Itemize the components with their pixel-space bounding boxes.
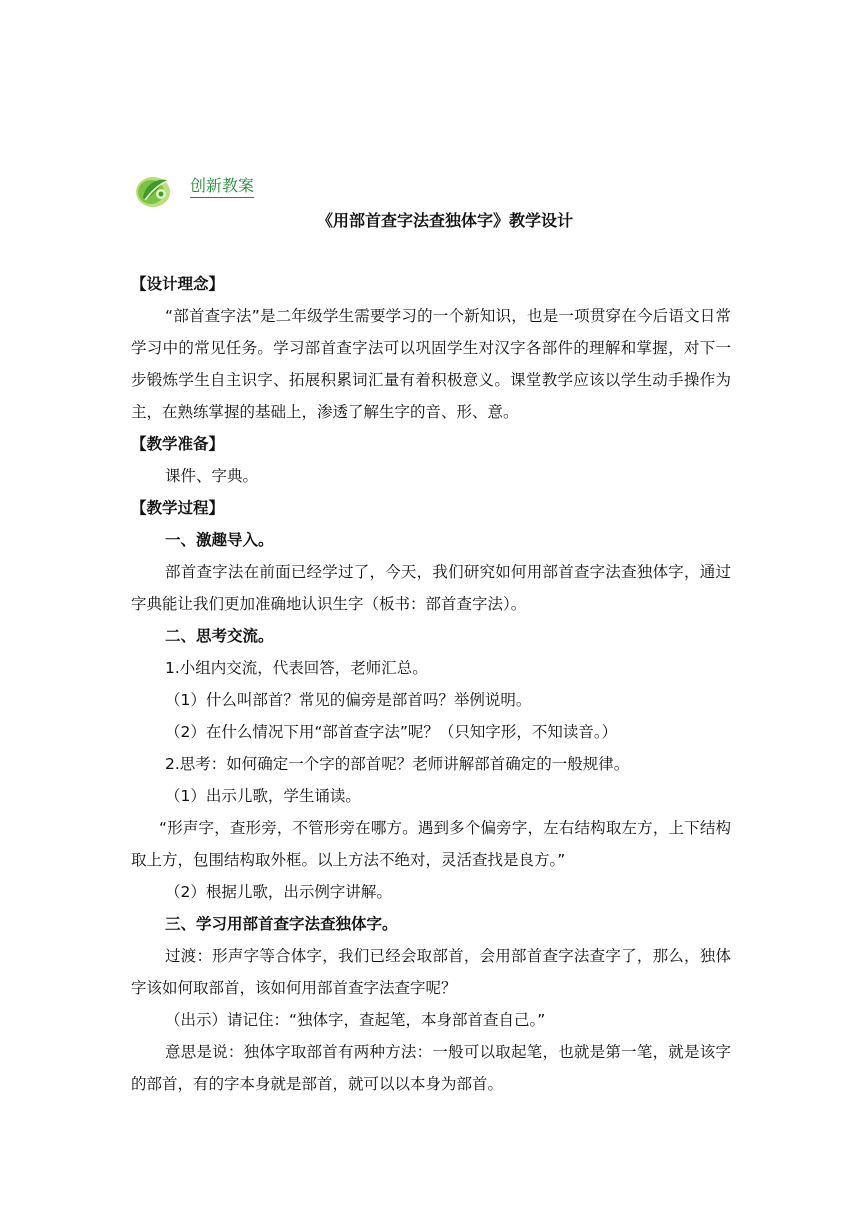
step2-paragraph-7: （2）根据儿歌，出示例字讲解。 (165, 883, 392, 901)
step3-paragraph-1: 过渡：形声字等合体字，我们已经会取部首，会用部首查字法查字了，那么，独体字该如何取部首，该如何用部首查字法查字呢？ (131, 947, 731, 997)
green-leaf-logo-icon (131, 170, 175, 210)
step2-heading: 二、思考交流。 (165, 627, 274, 645)
brand-label: 创新教案 (190, 176, 254, 198)
section-heading-concept: 【设计理念】 (131, 275, 225, 293)
section-heading-prep: 【教学准备】 (131, 435, 225, 453)
step2-paragraph-3: （2）在什么情况下用“部首查字法”呢？（只知字形，不知读音。） (165, 723, 618, 741)
document-title: 《用部首查字法查独体字》教学设计 (316, 211, 573, 230)
document-body (131, 268, 731, 1100)
step3-paragraph-3: 意思是说：独体字取部首有两种方法：一般可以取起笔，也就是第一笔，就是该字的部首，有的字本身就是部首，就可以以本身为部首。 (131, 1043, 731, 1093)
concept-paragraph: “部首查字法”是二年级学生需要学习的一个新知识，也是一项贯穿在今后语文日常学习中的常见任务。学习部首查字法可以巩固学生对汉字各部件的理解和掌握，对下一步锻炼学生自主识字、拓展积累词汇量有着积极意义。课堂教学应该以学生动手操作为主，在熟练掌握的基础上，渗透了解生字的音、形、意。 (131, 307, 731, 421)
step3-paragraph-2: （出示）请记住：“独体字，查起笔，本身部首查自己。” (165, 1011, 546, 1029)
step2-paragraph-1: 1.小组内交流，代表回答，老师汇总。 (165, 659, 428, 677)
step2-paragraph-5: （1）出示儿歌，学生诵读。 (165, 787, 361, 805)
step3-heading: 三、学习用部首查字法查独体字。 (165, 915, 398, 933)
step2-paragraph-2: （1）什么叫部首？常见的偏旁是部首吗？举例说明。 (165, 691, 532, 709)
step2-rhyme: “形声字，查形旁，不管形旁在哪方。遇到多个偏旁字，左右结构取左方，上下结构取上方，包围结构取外框。以上方法不绝对，灵活查找是良方。” (131, 819, 731, 869)
section-heading-process: 【教学过程】 (131, 499, 225, 517)
step2-paragraph-4: 2.思考：如何确定一个字的部首呢？老师讲解部首确定的一般规律。 (165, 755, 630, 773)
step1-heading: 一、激趣导入。 (165, 531, 274, 549)
prep-paragraph: 课件、字典。 (165, 467, 259, 485)
step1-paragraph: 部首查字法在前面已经学过了，今天，我们研究如何用部首查字法查独体字，通过字典能让我们更加准确地认识生字（板书：部首查字法）。 (131, 563, 731, 613)
